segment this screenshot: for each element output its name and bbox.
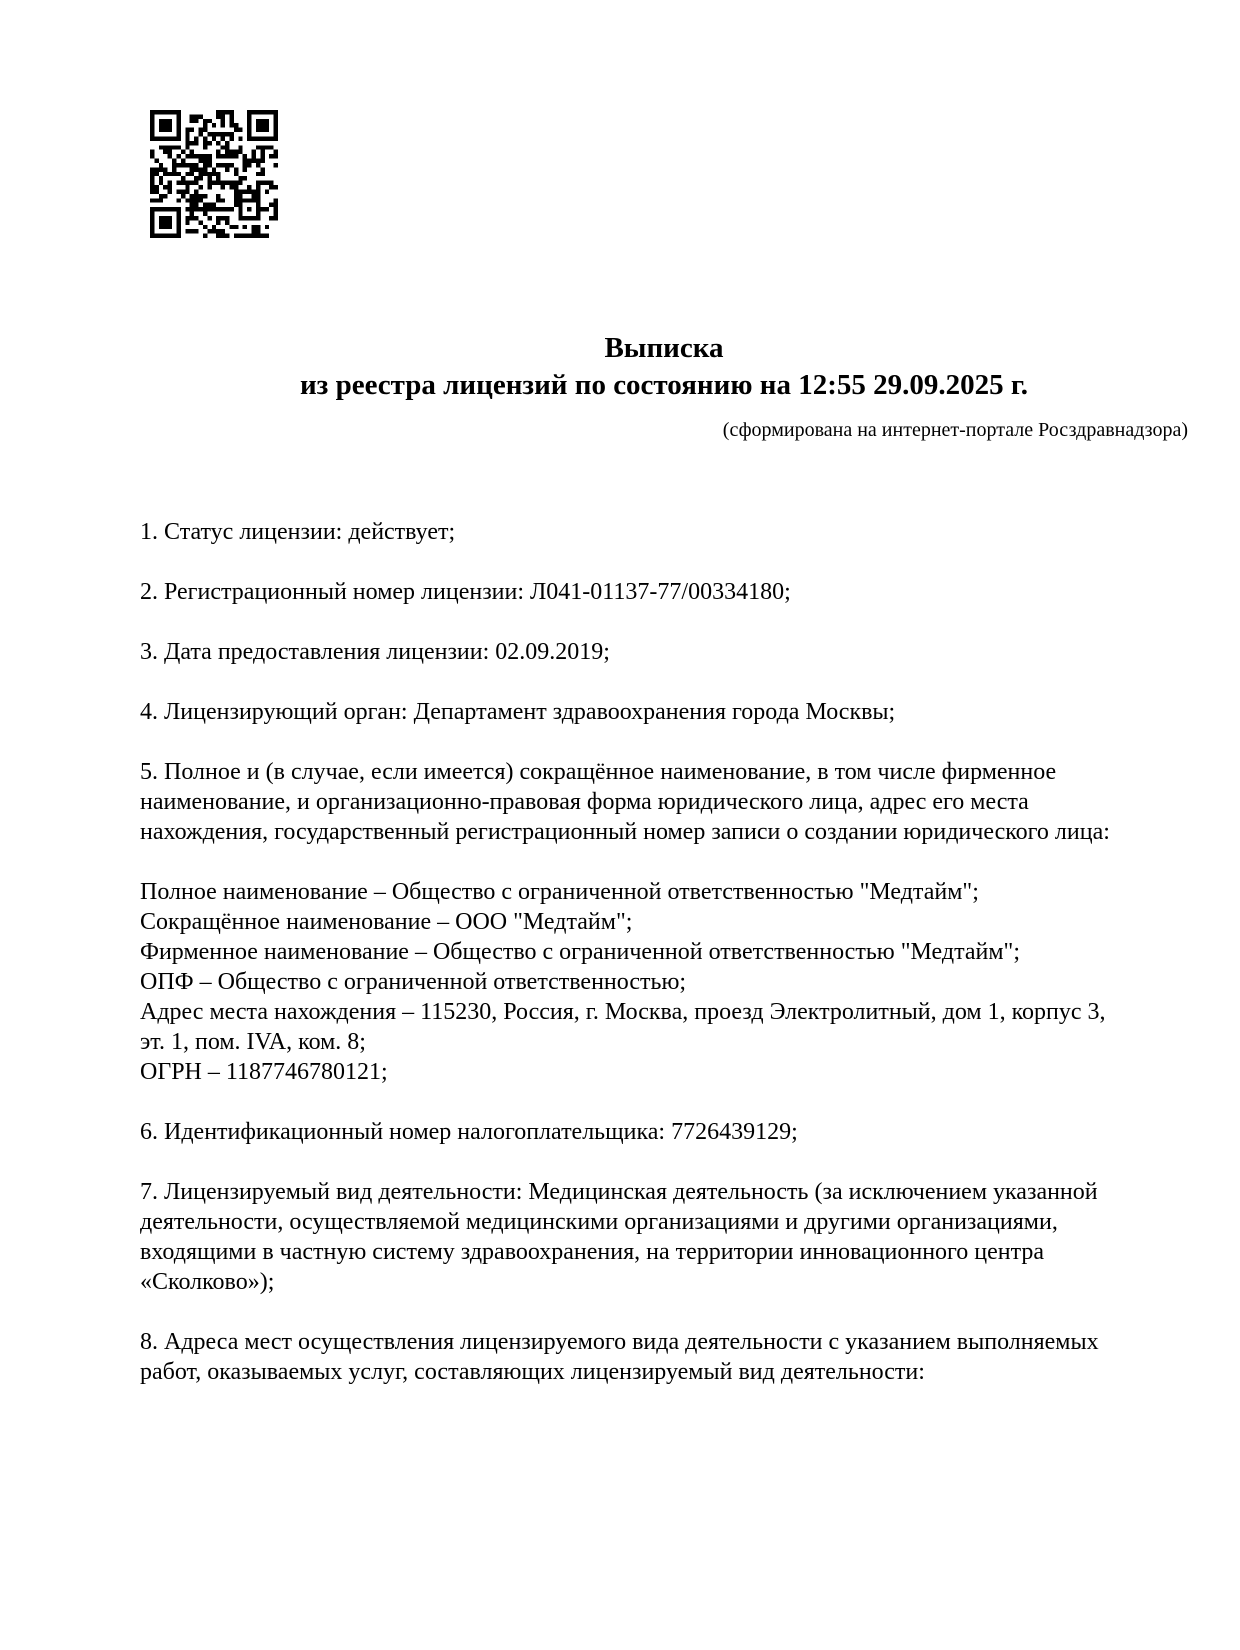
document-subtitle: (сформирована на интернет-портале Росздравнадзора): [722, 419, 1188, 441]
paragraph-inn: [140, 1117, 1188, 1147]
text-line: 8. Адреса мест осуществления лицензируемого вида деятельности с указанием выполняемых: [140, 1329, 1099, 1355]
text-line: ОГРН – 1187746780121;: [140, 1059, 388, 1085]
text-line: 2. Регистрационный номер лицензии: Л041-01137-77/00334180;: [140, 579, 791, 605]
text-line: 1. Статус лицензии: действует;: [140, 519, 456, 545]
text-line: «Сколково»);: [140, 1269, 275, 1295]
text-line: 3. Дата предоставления лицензии: 02.09.2019;: [140, 639, 610, 665]
paragraph-addresses-intro: [140, 1327, 1188, 1387]
text-line: деятельности, осуществляемой медицинскими организациями и другими организациями,: [140, 1209, 1058, 1235]
text-line: Фирменное наименование – Общество с ограниченной ответственностью "Медтайм";: [140, 939, 1020, 965]
text-line: входящими в частную систему здравоохранения, на территории инновационного центра: [140, 1239, 1045, 1265]
text-line: ОПФ – Общество с ограниченной ответственностью;: [140, 969, 687, 995]
text-line: нахождения, государственный регистрационный номер записи о создании юридического лица:: [140, 819, 1110, 845]
text-line: работ, оказываемых услуг, составляющих лицензируемый вид деятельности:: [140, 1359, 925, 1385]
paragraph-reg-number: [140, 577, 1188, 607]
text-line: 4. Лицензирующий орган: Департамент здравоохранения города Москвы;: [140, 699, 896, 725]
document-content: [140, 0, 1188, 1417]
paragraph-company-details: [140, 877, 1188, 1087]
paragraph-name-intro: [140, 757, 1188, 847]
text-line: 7. Лицензируемый вид деятельности: Медицинская деятельность (за исключением указанной: [140, 1179, 1098, 1205]
text-line: наименование, и организационно-правовая форма юридического лица, адрес его места: [140, 789, 1029, 815]
document-body: [140, 517, 1188, 1387]
text-line: Сокращённое наименование – ООО "Медтайм";: [140, 909, 633, 935]
text-line: Адрес места нахождения – 115230, Россия, г. Москва, проезд Электролитный, дом 1, корпус 3,: [140, 999, 1106, 1025]
title-line-2: из реестра лицензий по состоянию на 12:55 29.09.2025 г.: [299, 369, 1029, 401]
text-line: эт. 1, пом. IVA, ком. 8;: [140, 1029, 366, 1055]
text-line: 5. Полное и (в случае, если имеется) сокращённое наименование, в том числе фирменное: [140, 759, 1057, 785]
paragraph-status: [140, 517, 1188, 547]
document-title: [140, 330, 1188, 404]
paragraph-license-date: [140, 637, 1188, 667]
text-line: 6. Идентификационный номер налогоплательщика: 7726439129;: [140, 1119, 798, 1145]
paragraph-licensing-authority: [140, 697, 1188, 727]
paragraph-activity-type: [140, 1177, 1188, 1297]
title-line-1: Выписка: [604, 332, 724, 364]
text-line: Полное наименование – Общество с ограниченной ответственностью "Медтайм";: [140, 879, 979, 905]
